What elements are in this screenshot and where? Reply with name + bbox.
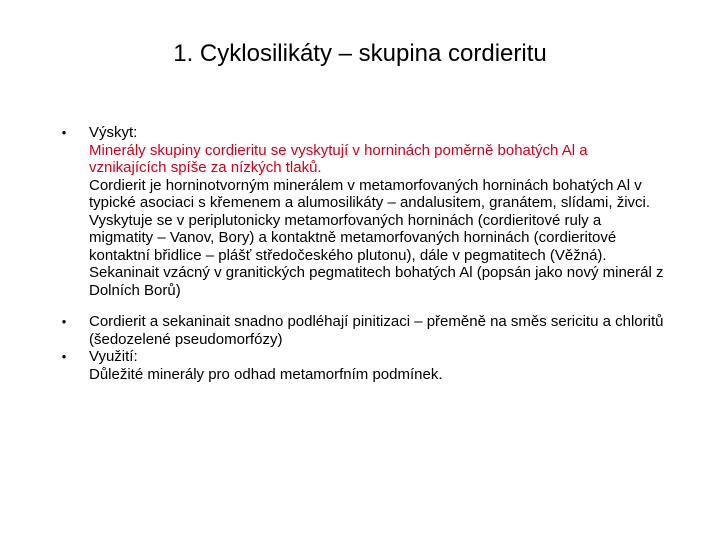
usage-text: Důležité minerály pro odhad metamorfním podmínek. bbox=[89, 365, 443, 383]
bullet-dot-icon: • bbox=[61, 349, 67, 364]
alteration-text: Cordierit a sekaninait snadno podléhají pinitizaci – přeměně na směs sericitu a chloritů (šedozelené pseudomorfózy) bbox=[89, 313, 664, 348]
occurrence-paragraph-4: Sekaninait vzácný v granitických pegmatitech bohatých Al (popsán jako nový minerál z Dolních Borů) bbox=[89, 264, 664, 299]
bullet-list bbox=[58, 124, 668, 383]
occurrence-paragraph-1: Minerály skupiny cordieritu se vyskytují v horninách poměrně bohatých Al a vznikajících spíše za nízkých tlaků. bbox=[89, 141, 588, 176]
usage-heading: Využití: bbox=[89, 348, 138, 365]
bullet-occurrence bbox=[58, 124, 668, 299]
bullet-usage bbox=[58, 348, 668, 383]
occurrence-heading: Výskyt: bbox=[89, 124, 138, 141]
slide-title: 1. Cyklosilikáty – skupina cordieritu bbox=[173, 40, 547, 67]
occurrence-paragraph-3: Vyskytuje se v periplutonicky metamorfovaných horninách (cordieritové ruly a migmatity – Vanov, Bory) a kontaktně metamorfovaných horninách (cordieritové kontaktní břidlice – plášť středočeského plutonu), dále v pegmatitech (Věžná). bbox=[89, 211, 617, 264]
bullet-dot-icon: • bbox=[61, 314, 67, 329]
bullet-dot-icon: • bbox=[61, 125, 67, 140]
bullet-alteration bbox=[58, 313, 668, 348]
occurrence-paragraph-2: Cordierit je horninotvorným minerálem v metamorfovaných horninách bohatých Al v typické asociaci s křemenem a alumosilikáty – andalusitem, granátem, slídami, živci. bbox=[89, 176, 651, 211]
